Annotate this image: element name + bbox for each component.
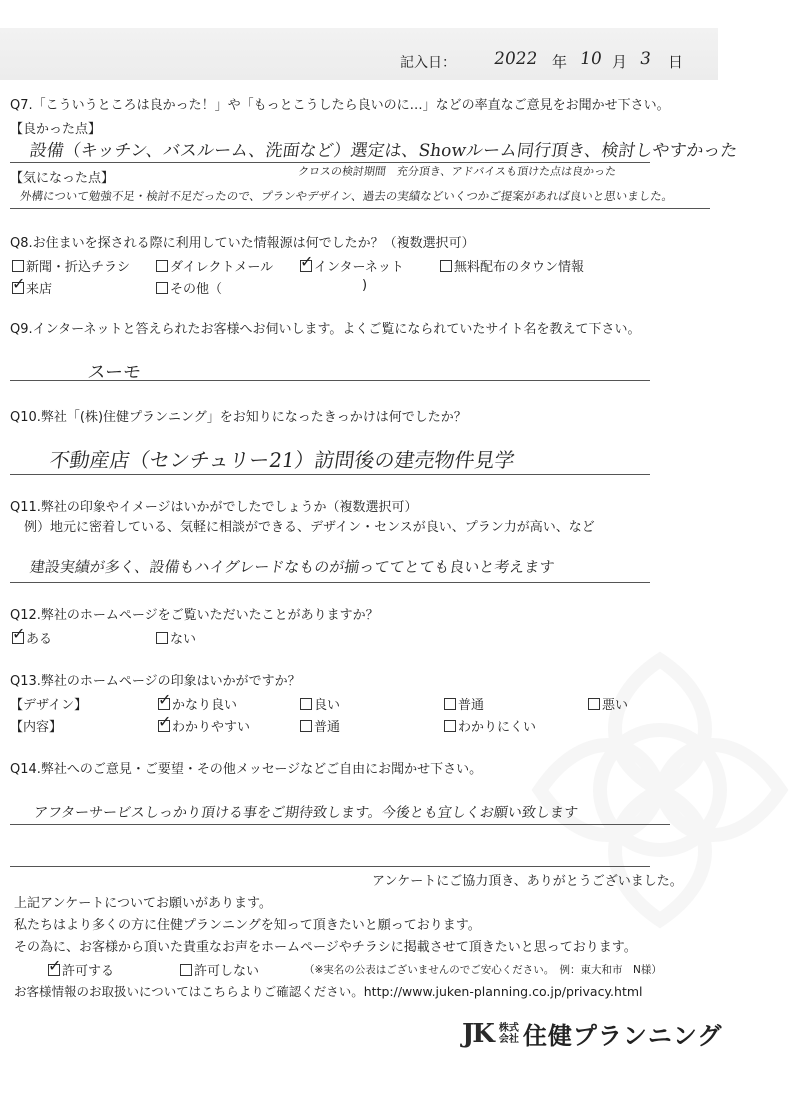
entry-month: 10 [578,49,604,69]
checkbox-icon [12,260,24,272]
checkbox-icon [156,632,168,644]
checkbox-checked-icon [12,282,24,294]
q8-other-close: ) [362,278,368,293]
q8-question: Q8.お住まいを探される際に利用していた情報源は何でしたか？（複数選択可） [10,236,475,251]
q11-question: Q11.弊社の印象やイメージはいかがでしたでしょうか（複数選択可） [10,500,418,515]
footer-deny-option[interactable]: 許可しない [180,960,259,979]
q7-good-label: 【良かった点】 [10,122,102,137]
q12-option-no[interactable]: ない [156,628,196,647]
q7-concern-line [10,208,710,209]
q7-question: Q7.「こういうところは良かった！」や「もっとこうしたら良いのに…」などの率直なご意見をお聞かせ下さい。 [10,98,670,113]
footer-line-2: 私たちはより多くの方に住健プランニングを知って頂きたいと願っております。 [14,918,481,933]
logo-mark-icon: JK [462,1018,493,1049]
logo-company-type: 株式 会社 [498,1022,519,1045]
checkbox-icon [156,260,168,272]
checkbox-icon [180,964,192,976]
q13-design-bad[interactable]: 悪い [588,694,628,713]
q7-concern-answer: 外構について勉強不足・検討不足だったので、プランやデザイン、過去の実績などいくつかご提案があれば良いと思いました。 [19,189,675,203]
entry-date-label: 記入日： [400,55,456,71]
q8-option-direct-mail[interactable]: ダイレクトメール [156,256,273,275]
checkbox-icon [440,260,452,272]
footer-privacy: お客様情報のお取扱いについてはこちらよりご確認ください。http://www.juken-planning.co.jp/privacy.html [14,984,643,999]
footer-permit-option[interactable]: ✓許可する [48,960,114,979]
q13-design-label: 【デザイン】 [10,698,88,713]
q14-line-2 [10,866,650,867]
q7-concern-note: クロスの検討期間 充分頂き、アドバイスも頂けた点は良かった [297,165,618,178]
q8-option-newspaper[interactable]: 新聞・折込チラシ [12,256,130,275]
entry-day-unit: 日 [668,53,684,71]
q8-option-internet[interactable]: ✓ インターネット [300,256,404,275]
q13-content-label: 【内容】 [10,720,63,735]
footer-line-1: 上記アンケートについてお願いがあります。 [14,896,272,911]
q11-answer: 建設実績が多く、設備もハイグレードなものが揃っててとても良いと考えます [28,558,556,576]
q14-answer: アフターサービスしっかり頂ける事をご期待致します。今後とも宜しくお願い致します [32,805,579,821]
q14-question: Q14.弊社へのご意見・ご要望・その他メッセージなどご自由にお聞かせ下さい。 [10,762,483,777]
checkbox-icon [444,720,456,732]
logo-company-name: 住健プランニング [522,1022,723,1050]
q8-option-town-info[interactable]: 無料配布のタウン情報 [440,256,584,275]
checkbox-checked-icon [48,964,60,976]
checkbox-icon [300,720,312,732]
q7-concern-label: 【気になった点】 [10,171,115,186]
q9-question: Q9.インターネットと答えられたお客様へお伺いします。よくご覧になられていたサイト名を教えて下さい。 [10,322,641,337]
q14-line-1 [10,824,670,825]
entry-year: 2022 [492,49,539,69]
company-logo [462,1016,722,1051]
footer-line-3: その為に、お客様から頂いた貴重なお声をホームページやチラシに掲載させて頂きたいと思っております。 [14,940,637,955]
q13-design-normal[interactable]: 普通 [444,694,484,713]
q13-content-unclear[interactable]: わかりにくい [444,716,536,735]
q13-content-normal[interactable]: 普通 [300,716,340,735]
checkbox-icon [156,282,168,294]
q7-good-answer: 設備（キッチン、バスルーム、洗面など）選定は、Showルーム同行頂き、検討しやすかった [28,141,739,161]
checkbox-checked-icon [12,632,24,644]
entry-day: 3 [638,49,653,69]
checkbox-icon [300,698,312,710]
entry-year-unit: 年 [552,53,568,71]
q13-design-very-good[interactable]: ✓ かなり良い [158,694,237,713]
logo-watermark-icon [520,640,800,940]
header-band [0,28,718,80]
q10-line [10,474,650,475]
footer-note: （※実名の公表はございませんのでご安心ください。 例：東大和市 N様） [304,964,662,976]
q13-design-good[interactable]: 良い [300,694,340,713]
q13-question: Q13.弊社のホームページの印象はいかがですか？ [10,674,301,689]
q13-content-clear[interactable]: ✓ わかりやすい [158,716,250,735]
q9-line [10,380,650,381]
q10-answer: 不動産店（センチュリー21）訪問後の建売物件見学 [48,448,517,472]
entry-month-unit: 月 [612,53,628,71]
checkbox-icon [444,698,456,710]
q10-question: Q10.弊社「(株)住健プランニング」をお知りになったきっかけは何でしたか？ [10,410,467,425]
q9-answer: スーモ [86,362,143,383]
q11-example: 例）地元に密着している、気軽に相談ができる、デザイン・センスが良い、プラン力が高い、など [24,520,595,535]
q8-option-other[interactable]: その他（ [156,278,222,297]
checkbox-checked-icon [158,698,170,710]
q12-option-yes[interactable]: ✓ある [12,628,52,647]
q8-option-visit[interactable]: ✓来店 [12,278,52,297]
footer-thanks: アンケートにご協力頂き、ありがとうございました。 [372,874,683,889]
q12-question: Q12.弊社のホームページをご覧いただいたことがありますか？ [10,608,379,623]
checkbox-checked-icon [158,720,170,732]
q11-line [10,582,650,583]
checkbox-checked-icon [300,260,312,272]
checkbox-icon [588,698,600,710]
